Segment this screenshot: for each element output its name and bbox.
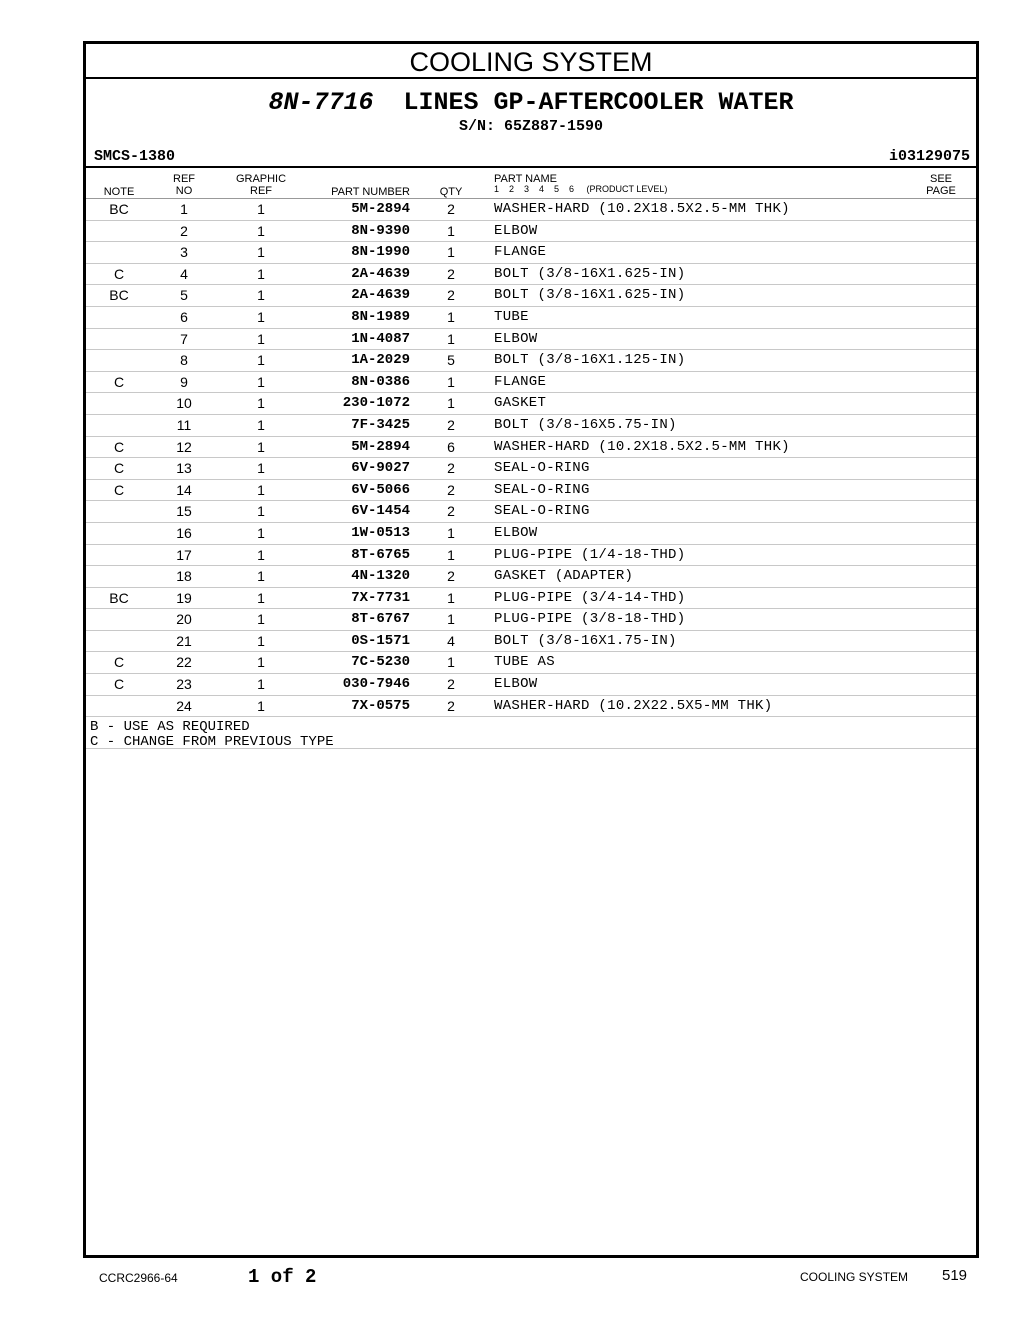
note-cell: C [113, 438, 125, 455]
qty-cell: 2 [447, 503, 455, 520]
footer-doc-id: CCRC2966-64 [99, 1271, 178, 1285]
table-row [86, 199, 976, 221]
graphic-ref-cell: 1 [257, 654, 265, 671]
part-number-cell: 030-7946 [342, 676, 410, 693]
graphic-ref-cell: 1 [257, 524, 265, 541]
ref-no-cell: 12 [176, 438, 192, 455]
part-name-cell: SEAL-O-RING [494, 460, 590, 477]
qty-cell: 1 [447, 395, 455, 412]
table-row [86, 350, 976, 372]
part-name-cell: BOLT (3/8-16X1.625-IN) [494, 265, 686, 282]
header-part-number: PART NUMBER [331, 186, 410, 198]
part-number-cell: 1W-0513 [351, 524, 410, 541]
note-cell: C [113, 654, 125, 671]
ref-no-cell: 6 [180, 308, 188, 325]
note-cell: C [113, 460, 125, 477]
part-number-cell: 6V-1454 [351, 503, 410, 520]
part-name-cell: ELBOW [494, 222, 538, 239]
qty-cell: 2 [447, 287, 455, 304]
ref-no-cell: 16 [176, 524, 192, 541]
ref-no-cell: 21 [176, 632, 192, 649]
group-heading [86, 88, 976, 118]
group-name: LINES GP-AFTERCOOLER WATER [403, 88, 794, 117]
part-number-cell: 2A-4639 [351, 287, 410, 304]
ref-no-cell: 17 [176, 546, 192, 563]
ref-no-cell: 13 [176, 460, 192, 477]
qty-cell: 1 [447, 611, 455, 628]
header-product-level: 1 2 3 4 5 6 (PRODUCT LEVEL) [494, 184, 668, 194]
qty-cell: 1 [447, 546, 455, 563]
ref-no-cell: 22 [176, 654, 192, 671]
part-name-cell: WASHER-HARD (10.2X18.5X2.5-MM THK) [494, 438, 790, 455]
ref-no-cell: 7 [180, 330, 188, 347]
part-number-cell: 7X-0575 [351, 697, 410, 714]
qty-cell: 1 [447, 330, 455, 347]
ref-no-cell: 2 [180, 222, 188, 239]
part-number-cell: 8N-1990 [351, 244, 410, 261]
table-row [86, 329, 976, 351]
table-row [86, 458, 976, 480]
graphic-ref-cell: 1 [257, 697, 265, 714]
table-row [86, 609, 976, 631]
qty-cell: 6 [447, 438, 455, 455]
part-number-cell: 8N-9390 [351, 222, 410, 239]
part-name-cell: ELBOW [494, 676, 538, 693]
note-cell: C [113, 265, 125, 282]
header-graphic-ref: GRAPHIC REF [235, 173, 287, 197]
ref-no-cell: 9 [180, 373, 188, 390]
footer-page-of: 1 of 2 [248, 1266, 317, 1288]
qty-cell: 2 [447, 416, 455, 433]
ref-no-cell: 3 [180, 244, 188, 261]
part-name-cell: BOLT (3/8-16X1.125-IN) [494, 352, 686, 369]
graphic-ref-cell: 1 [257, 460, 265, 477]
part-number-cell: 6V-9027 [351, 460, 410, 477]
part-number-cell: 1A-2029 [351, 352, 410, 369]
group-part-number: 8N-7716 [268, 88, 374, 117]
graphic-ref-cell: 1 [257, 265, 265, 282]
note-cell: C [113, 373, 125, 390]
part-number-cell: 5M-2894 [351, 201, 410, 217]
qty-cell: 2 [447, 568, 455, 585]
ref-no-cell: 19 [176, 589, 192, 606]
part-name-cell: FLANGE [494, 373, 547, 390]
part-number-cell: 8T-6765 [351, 546, 410, 563]
part-name-cell: TUBE [494, 308, 529, 325]
table-row [86, 588, 976, 610]
part-number-cell: 7C-5230 [351, 654, 410, 671]
header-ref-no: REF NO [173, 173, 195, 197]
table-row [86, 393, 976, 415]
table-row [86, 631, 976, 653]
part-number-cell: 4N-1320 [351, 568, 410, 585]
smcs-code: SMCS-1380 [94, 148, 176, 165]
note-cell: BC [109, 287, 129, 304]
qty-cell: 1 [447, 222, 455, 239]
part-name-cell: BOLT (3/8-16X1.625-IN) [494, 287, 686, 304]
ref-no-cell: 15 [176, 503, 192, 520]
part-number-cell: 7X-7731 [351, 589, 410, 606]
qty-cell: 2 [447, 460, 455, 477]
graphic-ref-cell: 1 [257, 330, 265, 347]
parts-page-frame [83, 41, 979, 1258]
table-row [86, 415, 976, 437]
ref-no-cell: 23 [176, 676, 192, 693]
part-name-cell: ELBOW [494, 524, 538, 541]
part-name-cell: BOLT (3/8-16X1.75-IN) [494, 632, 677, 649]
ref-no-cell: 4 [180, 265, 188, 282]
notes-legend [86, 717, 976, 749]
graphic-ref-cell: 1 [257, 632, 265, 649]
part-name-cell: TUBE AS [494, 654, 555, 671]
part-name-cell: SEAL-O-RING [494, 481, 590, 498]
part-number-cell: 6V-5066 [351, 481, 410, 498]
table-row [86, 264, 976, 286]
graphic-ref-cell: 1 [257, 352, 265, 369]
header-divider [86, 166, 976, 168]
ref-no-cell: 10 [176, 395, 192, 412]
part-number-cell: 7F-3425 [351, 416, 410, 433]
note-cell: BC [109, 589, 129, 606]
table-row [86, 437, 976, 459]
graphic-ref-cell: 1 [257, 503, 265, 520]
qty-cell: 1 [447, 244, 455, 261]
header-qty: QTY [439, 186, 463, 198]
part-number-cell: 230-1072 [342, 395, 410, 412]
part-number-cell: 8N-0386 [351, 373, 410, 390]
part-name-cell: WASHER-HARD (10.2X18.5X2.5-MM THK) [494, 201, 790, 217]
note-item: C - CHANGE FROM PREVIOUS TYPE [90, 734, 334, 751]
part-number-cell: 8N-1989 [351, 308, 410, 325]
table-row [86, 372, 976, 394]
serial-number-range: S/N: 65Z887-1590 [458, 118, 604, 135]
ref-no-cell: 11 [176, 416, 192, 433]
part-number-cell: 1N-4087 [351, 330, 410, 347]
graphic-ref-cell: 1 [257, 416, 265, 433]
ref-no-cell: 5 [180, 287, 188, 304]
part-name-cell: PLUG-PIPE (3/8-18-THD) [494, 611, 686, 628]
qty-cell: 5 [447, 352, 455, 369]
ref-no-cell: 1 [180, 201, 188, 217]
illustration-id: i03129075 [888, 148, 970, 165]
table-row [86, 545, 976, 567]
ref-no-cell: 18 [176, 568, 192, 585]
table-row [86, 674, 976, 696]
graphic-ref-cell: 1 [257, 373, 265, 390]
qty-cell: 2 [447, 201, 455, 217]
qty-cell: 1 [447, 654, 455, 671]
table-row [86, 480, 976, 502]
note-item: B - USE AS REQUIRED [90, 719, 250, 736]
graphic-ref-cell: 1 [257, 201, 265, 217]
table-row [86, 242, 976, 264]
table-row [86, 566, 976, 588]
qty-cell: 2 [447, 265, 455, 282]
part-number-cell: 0S-1571 [351, 632, 410, 649]
graphic-ref-cell: 1 [257, 589, 265, 606]
footer-page-number: 519 [942, 1267, 968, 1284]
part-name-cell: FLANGE [494, 244, 547, 261]
part-name-cell: ELBOW [494, 330, 538, 347]
table-row [86, 652, 976, 674]
graphic-ref-cell: 1 [257, 546, 265, 563]
part-name-cell: WASHER-HARD (10.2X22.5X5-MM THK) [494, 697, 773, 714]
note-cell: C [113, 481, 125, 498]
table-row [86, 285, 976, 307]
graphic-ref-cell: 1 [257, 222, 265, 239]
graphic-ref-cell: 1 [257, 481, 265, 498]
ref-no-cell: 8 [180, 352, 188, 369]
table-row [86, 501, 976, 523]
part-name-cell: GASKET (ADAPTER) [494, 568, 634, 585]
note-cell: C [113, 676, 125, 693]
part-number-cell: 5M-2894 [351, 438, 410, 455]
qty-cell: 4 [447, 632, 455, 649]
graphic-ref-cell: 1 [257, 438, 265, 455]
parts-table [86, 199, 976, 749]
graphic-ref-cell: 1 [257, 395, 265, 412]
graphic-ref-cell: 1 [257, 568, 265, 585]
part-name-cell: GASKET [494, 395, 547, 412]
graphic-ref-cell: 1 [257, 244, 265, 261]
header-note: NOTE [103, 186, 135, 198]
qty-cell: 1 [447, 308, 455, 325]
part-name-cell: BOLT (3/8-16X5.75-IN) [494, 416, 677, 433]
section-title: COOLING SYSTEM [86, 44, 976, 79]
qty-cell: 1 [447, 524, 455, 541]
part-number-cell: 2A-4639 [351, 265, 410, 282]
graphic-ref-cell: 1 [257, 676, 265, 693]
part-name-cell: SEAL-O-RING [494, 503, 590, 520]
qty-cell: 1 [447, 373, 455, 390]
ref-no-cell: 20 [176, 611, 192, 628]
table-row [86, 523, 976, 545]
part-number-cell: 8T-6767 [351, 611, 410, 628]
ref-no-cell: 14 [176, 481, 192, 498]
table-row [86, 221, 976, 243]
part-name-cell: PLUG-PIPE (3/4-14-THD) [494, 589, 686, 606]
note-cell: BC [109, 201, 129, 217]
ref-no-cell: 24 [176, 697, 192, 714]
graphic-ref-cell: 1 [257, 611, 265, 628]
part-name-cell: PLUG-PIPE (1/4-18-THD) [494, 546, 686, 563]
table-row [86, 696, 976, 718]
table-row [86, 307, 976, 329]
graphic-ref-cell: 1 [257, 287, 265, 304]
graphic-ref-cell: 1 [257, 308, 265, 325]
qty-cell: 1 [447, 589, 455, 606]
qty-cell: 2 [447, 697, 455, 714]
qty-cell: 2 [447, 676, 455, 693]
header-see-page: SEE PAGE [926, 173, 956, 197]
qty-cell: 2 [447, 481, 455, 498]
header-part-name: PART NAME [494, 173, 557, 185]
footer-section: COOLING SYSTEM [800, 1270, 909, 1284]
